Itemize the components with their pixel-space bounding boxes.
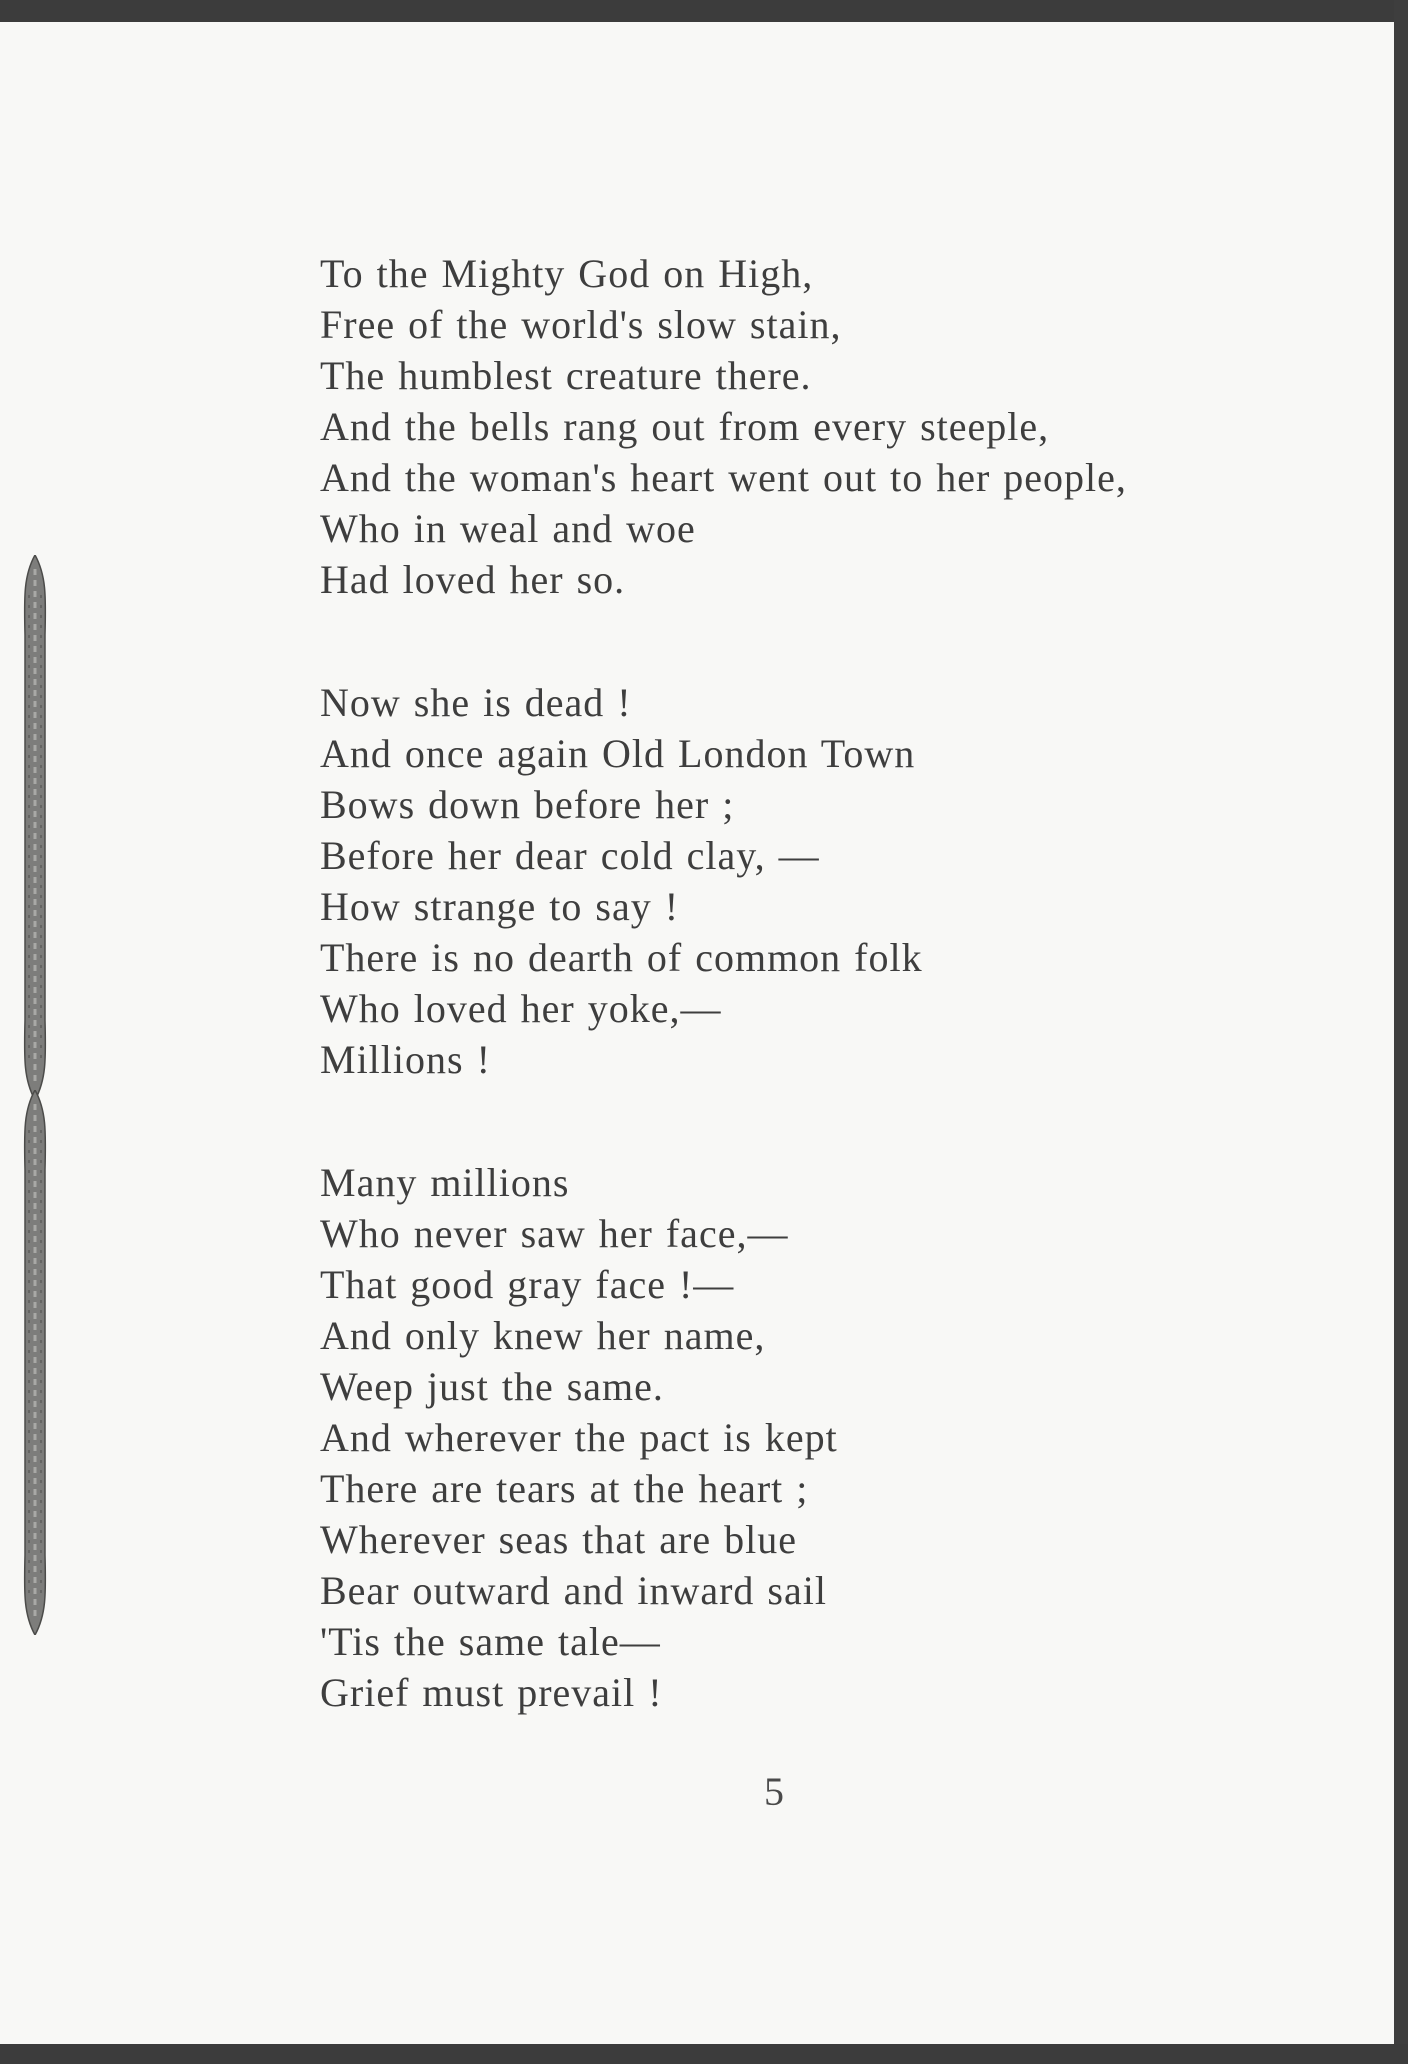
binding-cord-upper — [20, 555, 50, 1100]
poem-line: And the bells rang out from every steeple, — [320, 404, 1050, 449]
poem-line: 'Tis the same tale— — [320, 1619, 661, 1664]
poem-line: And only knew her name, — [320, 1313, 766, 1358]
poem-line: To the Mighty God on High, — [320, 251, 814, 296]
poem-line: Grief must prevail ! — [320, 1670, 663, 1715]
poem-line: Bear outward and inward sail — [320, 1568, 827, 1613]
binding-cord-lower — [20, 1090, 50, 1635]
poem-line: The humblest creature there. — [320, 353, 812, 398]
poem-line: Who in weal and woe — [320, 506, 696, 551]
poem-line: Who never saw her face,— — [320, 1211, 789, 1256]
poem — [320, 248, 1320, 1718]
poem-line: And wherever the pact is kept — [320, 1415, 838, 1460]
scan-border-bottom — [0, 2044, 1408, 2064]
poem-line: That good gray face !— — [320, 1262, 735, 1307]
poem-line: Who loved her yoke,— — [320, 986, 722, 1031]
page-number: 5 — [764, 1769, 784, 1814]
poem-line: Millions ! — [320, 1037, 491, 1082]
stanza-3 — [320, 1157, 1320, 1718]
scan-border-top — [0, 0, 1408, 22]
poem-line: There are tears at the heart ; — [320, 1466, 809, 1511]
poem-line: Bows down before her ; — [320, 782, 735, 827]
poem-line: Weep just the same. — [320, 1364, 664, 1409]
poem-line: Now she is dead ! — [320, 680, 632, 725]
poem-line: And once again Old London Town — [320, 731, 916, 776]
poem-line: Many millions — [320, 1160, 570, 1205]
stanza-2 — [320, 677, 1320, 1085]
poem-line: And the woman's heart went out to her people, — [320, 455, 1127, 500]
poem-line: There is no dearth of common folk — [320, 935, 923, 980]
poem-line: Before her dear cold clay, — — [320, 833, 820, 878]
poem-line: How strange to say ! — [320, 884, 680, 929]
poem-line: Free of the world's slow stain, — [320, 302, 842, 347]
scan-border-right — [1394, 0, 1408, 2064]
stanza-1 — [320, 248, 1320, 605]
poem-line: Wherever seas that are blue — [320, 1517, 797, 1562]
poem-line: Had loved her so. — [320, 557, 626, 602]
